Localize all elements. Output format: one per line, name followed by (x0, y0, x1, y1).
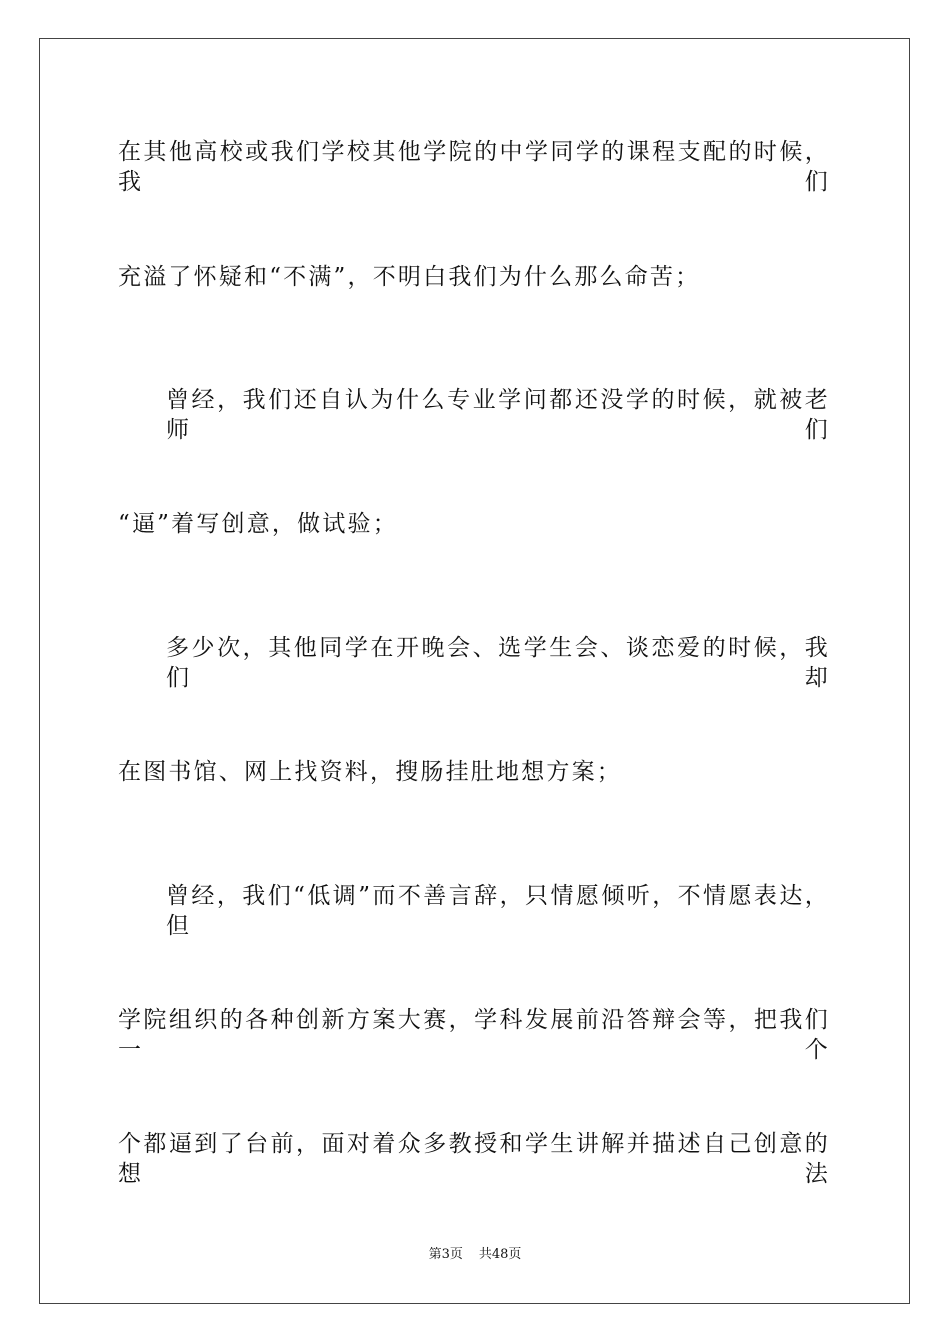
text-line-8: 学院组织的各种创新方案大赛，学科发展前沿答辩会等，把我们一个 (118, 1007, 830, 1063)
page-number: 第3页 (428, 1247, 463, 1262)
text-line-1: 在其他高校或我们学校其他学院的中学同学的课程支配的时候，我们 (118, 139, 830, 195)
text-line-5: 多少次，其他同学在开晚会、选学生会、谈恋爱的时候，我们却 (166, 635, 830, 691)
text-line-6: 在图书馆、网上找资料，搜肠挂肚地想方案； (118, 759, 622, 785)
text-line-7: 曾经，我们“低调”而不善言辞，只情愿倾听，不情愿表达，但 (166, 883, 830, 939)
text-line-4: “逼”着写创意，做试验； (118, 511, 398, 537)
text-line-2: 充溢了怀疑和“不满”，不明白我们为什么那么命苦； (118, 264, 701, 290)
page-footer (0, 1246, 950, 1264)
text-line-9: 个都逼到了台前，面对着众多教授和学生讲解并描述自己创意的想法 (118, 1131, 830, 1187)
text-line-3: 曾经，我们还自认为什么专业学问都还没学的时候，就被老师们 (166, 387, 830, 443)
page-total: 共48页 (478, 1247, 522, 1262)
